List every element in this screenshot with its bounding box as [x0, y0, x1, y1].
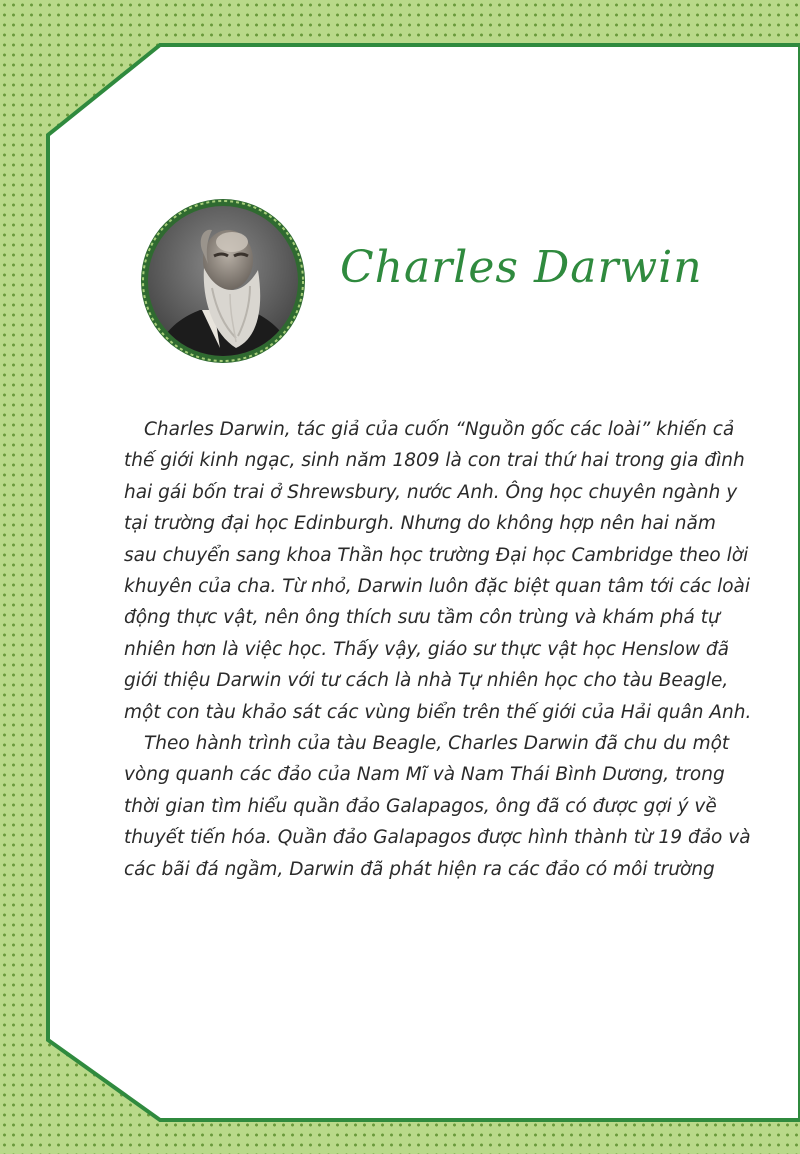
body-line: sau chuyển sang khoa Thần học trường Đại học Cambridge theo lời [124, 544, 749, 566]
body-line: thuyết tiến hóa. Quần đảo Galapagos được hình thành từ 19 đảo và [124, 827, 751, 849]
body-line: thế giới kinh ngạc, sinh năm 1809 là con trai thứ hai trong gia đình [124, 450, 745, 472]
body-line: thời gian tìm hiểu quần đảo Galapagos, ông đã có được gợi ý về [124, 795, 717, 817]
page-title: Charles Darwin [340, 242, 703, 293]
body-line: động thực vật, nên ông thích sưu tầm côn trùng và khám phá tự [124, 607, 720, 629]
body-line: các bãi đá ngầm, Darwin đã phát hiện ra các đảo có môi trường [124, 858, 715, 880]
body-line: khuyên của cha. Từ nhỏ, Darwin luôn đặc biệt quan tâm tới các loài [124, 576, 751, 598]
body-line: hai gái bốn trai ở Shrewsbury, nước Anh. Ông học chuyên ngành y [124, 481, 738, 503]
body-text [124, 414, 752, 934]
charles-darwin-portrait-icon [140, 198, 306, 364]
body-line: một con tàu khảo sát các vùng biển trên thế giới của Hải quân Anh. [124, 701, 752, 723]
body-line: tại trường đại học Edinburgh. Nhưng do không hợp nên hai năm [124, 513, 716, 535]
body-line: vòng quanh các đảo của Nam Mĩ và Nam Thái Bình Dương, trong [124, 764, 725, 786]
body-line: Theo hành trình của tàu Beagle, Charles Darwin đã chu du một [144, 733, 730, 755]
body-line: Charles Darwin, tác giả của cuốn “Nguồn gốc các loài” khiến cả [144, 419, 735, 440]
body-line: giới thiệu Darwin với tư cách là nhà Tự nhiên học cho tàu Beagle, [124, 670, 729, 692]
body-line: nhiên hơn là việc học. Thấy vậy, giáo sư thực vật học Henslow đã [124, 638, 729, 660]
